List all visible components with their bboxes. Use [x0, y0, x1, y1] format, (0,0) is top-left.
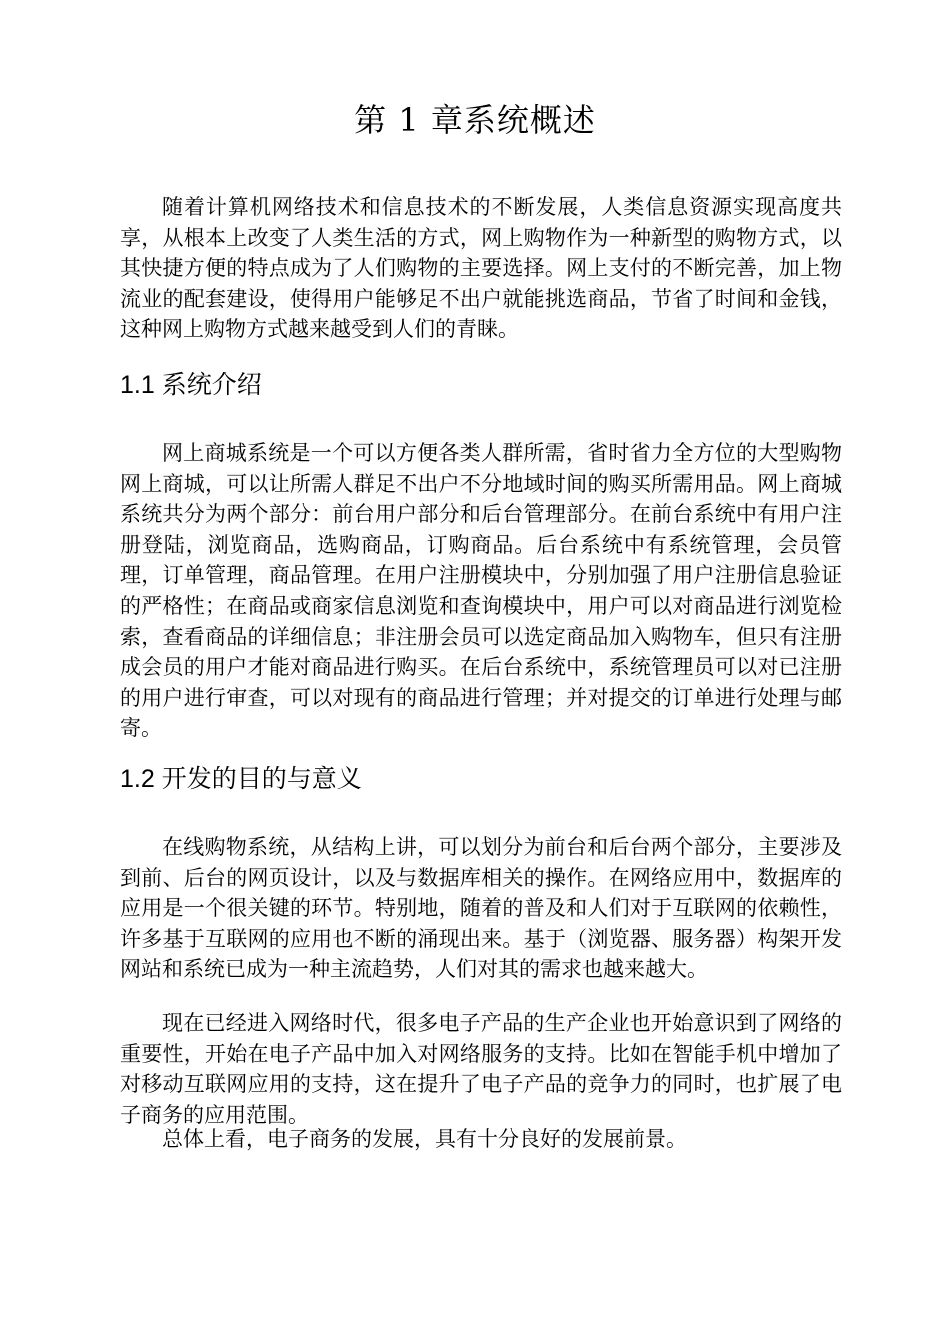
section-1-2-paragraph-2: 现在已经进入网络时代，很多电子产品的生产企业也开始意识到了网络的重要性，开始在电子产品中加入对网络服务的支持。比如在智能手机中增加了对移动互联网应用的支持，这在提升了电子产品的竞争力的同时，也扩展了电子商务的应用范围。 — [120, 1011, 842, 1127]
section-1-2-paragraph-3: 总体上看，电子商务的发展，具有十分良好的发展前景。 — [162, 1127, 687, 1151]
chapter-title: 第 1 章系统概述 — [354, 101, 596, 139]
intro-paragraph: 随着计算机网络技术和信息技术的不断发展，人类信息资源实现高度共享，从根本上改变了人类生活的方式，网上购物作为一种新型的购物方式，以其快捷方便的特点成为了人们购物的主要选择。网上支付的不断完善，加上物流业的配套建设，使得用户能够足不出户就能挑选商品，节省了时间和金钱，这种网上购物方式越来越受到人们的青睐。 — [120, 195, 842, 342]
section-1-2-paragraph-1: 在线购物系统，从结构上讲，可以划分为前台和后台两个部分，主要涉及到前、后台的网页设计，以及与数据库相关的操作。在网络应用中，数据库的应用是一个很关键的环节。特别地，随着的普及和人们对于互联网的依赖性，许多基于互联网的应用也不断的涌现出来。基于（浏览器、服务器）构架开发网站和系统已成为一种主流趋势，人们对其的需求也越来越大。 — [120, 835, 842, 982]
section-heading-1-1: 1.1 系统介绍 — [120, 371, 262, 399]
section-1-1-paragraph: 网上商城系统是一个可以方便各类人群所需，省时省力全方位的大型购物网上商城，可以让所需人群足不出户不分地域时间的购买所需用品。网上商城系统共分为两个部分：前台用户部分和后台管理部分。在前台系统中有用户注册登陆，浏览商品，选购商品，订购商品。后台系统中有系统管理，会员管理，订单管理，商品管理。在用户注册模块中，分别加强了用户注册信息验证的严格性；在商品或商家信息浏览和查询模块中，用户可以对商品进行浏览检索，查看商品的详细信息；非注册会员可以选定商品加入购物车，但只有注册成会员的用户才能对商品进行购买。在后台系统中，系统管理员可以对已注册的用户进行审查，可以对现有的商品进行管理；并对提交的订单进行处理与邮寄。 — [120, 441, 842, 741]
section-heading-1-2: 1.2 开发的目的与意义 — [120, 765, 362, 793]
